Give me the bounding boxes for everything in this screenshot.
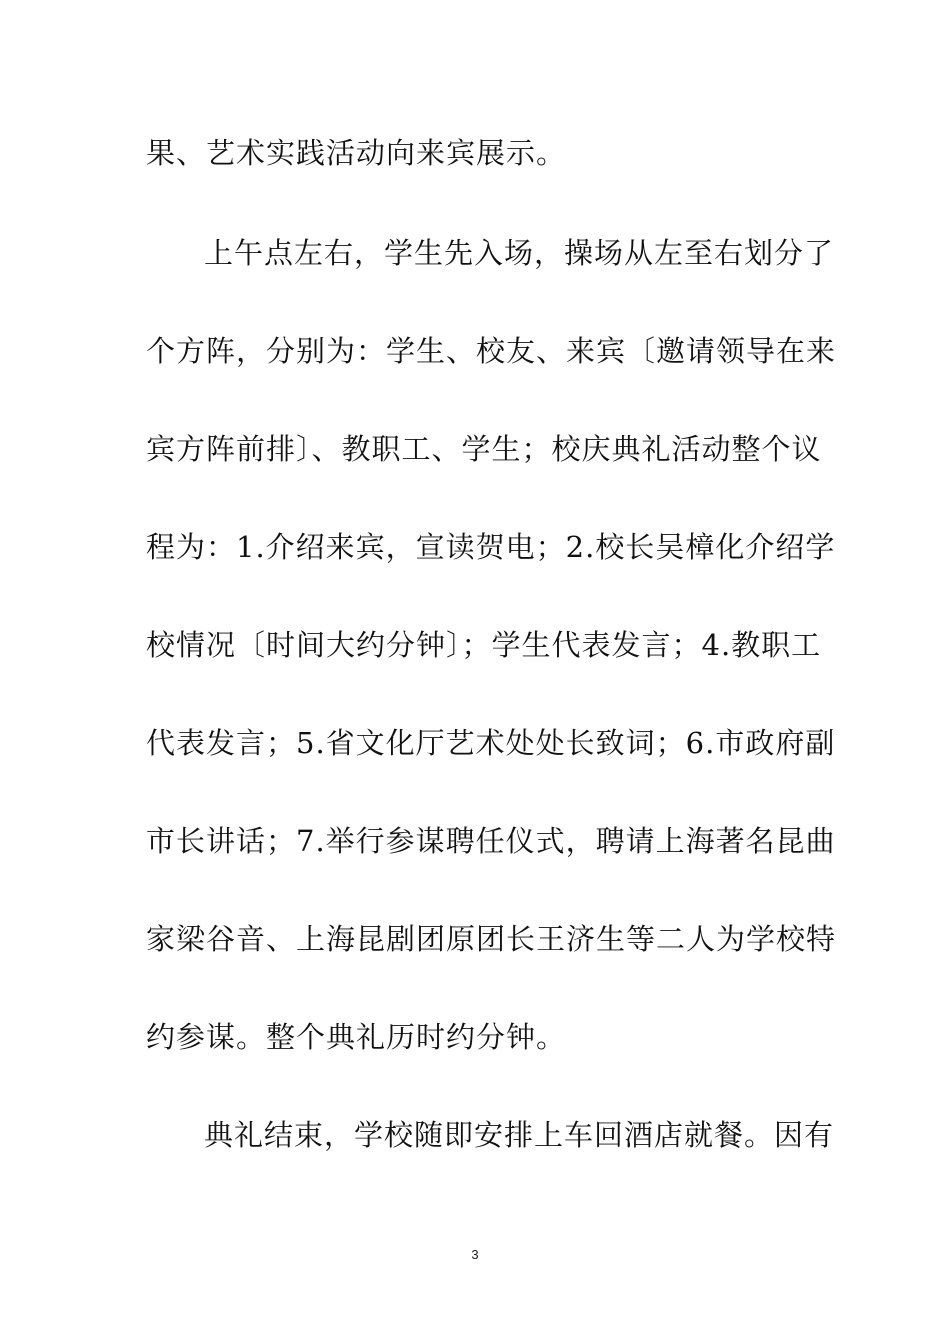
- text-line: 市长讲话；7.举行参谋聘任仪式，聘请上海著名昆曲: [146, 824, 836, 858]
- text-line: 代表发言；5.省文化厅艺术处处长致词；6.市政府副: [146, 726, 836, 760]
- text-line: 个方阵，分别为：学生、校友、来宾〔邀请领导在来: [146, 334, 837, 368]
- text-line: 宾方阵前排〕、教职工、学生；校庆典礼活动整个议: [146, 432, 822, 466]
- text-line: 程为：1.介绍来宾，宣读贺电；2.校长吴樟化介绍学: [146, 530, 836, 564]
- paragraph-first-line: 典礼结束，学校随即安排上车回酒店就餐。因有: [204, 1118, 835, 1152]
- paragraph-first-line: 上午点左右，学生先入场，操场从左至右划分了: [204, 236, 835, 270]
- page-number: 3: [471, 1247, 479, 1262]
- text-line: 校情况〔时间大约分钟〕；学生代表发言；4.教职工: [146, 628, 822, 662]
- text-line: 家梁谷音、上海昆剧团原团长王济生等二人为学校特: [146, 922, 837, 956]
- text-line: 果、艺术实践活动向来宾展示。: [146, 136, 567, 170]
- text-line: 约参谋。整个典礼历时约分钟。: [146, 1020, 567, 1054]
